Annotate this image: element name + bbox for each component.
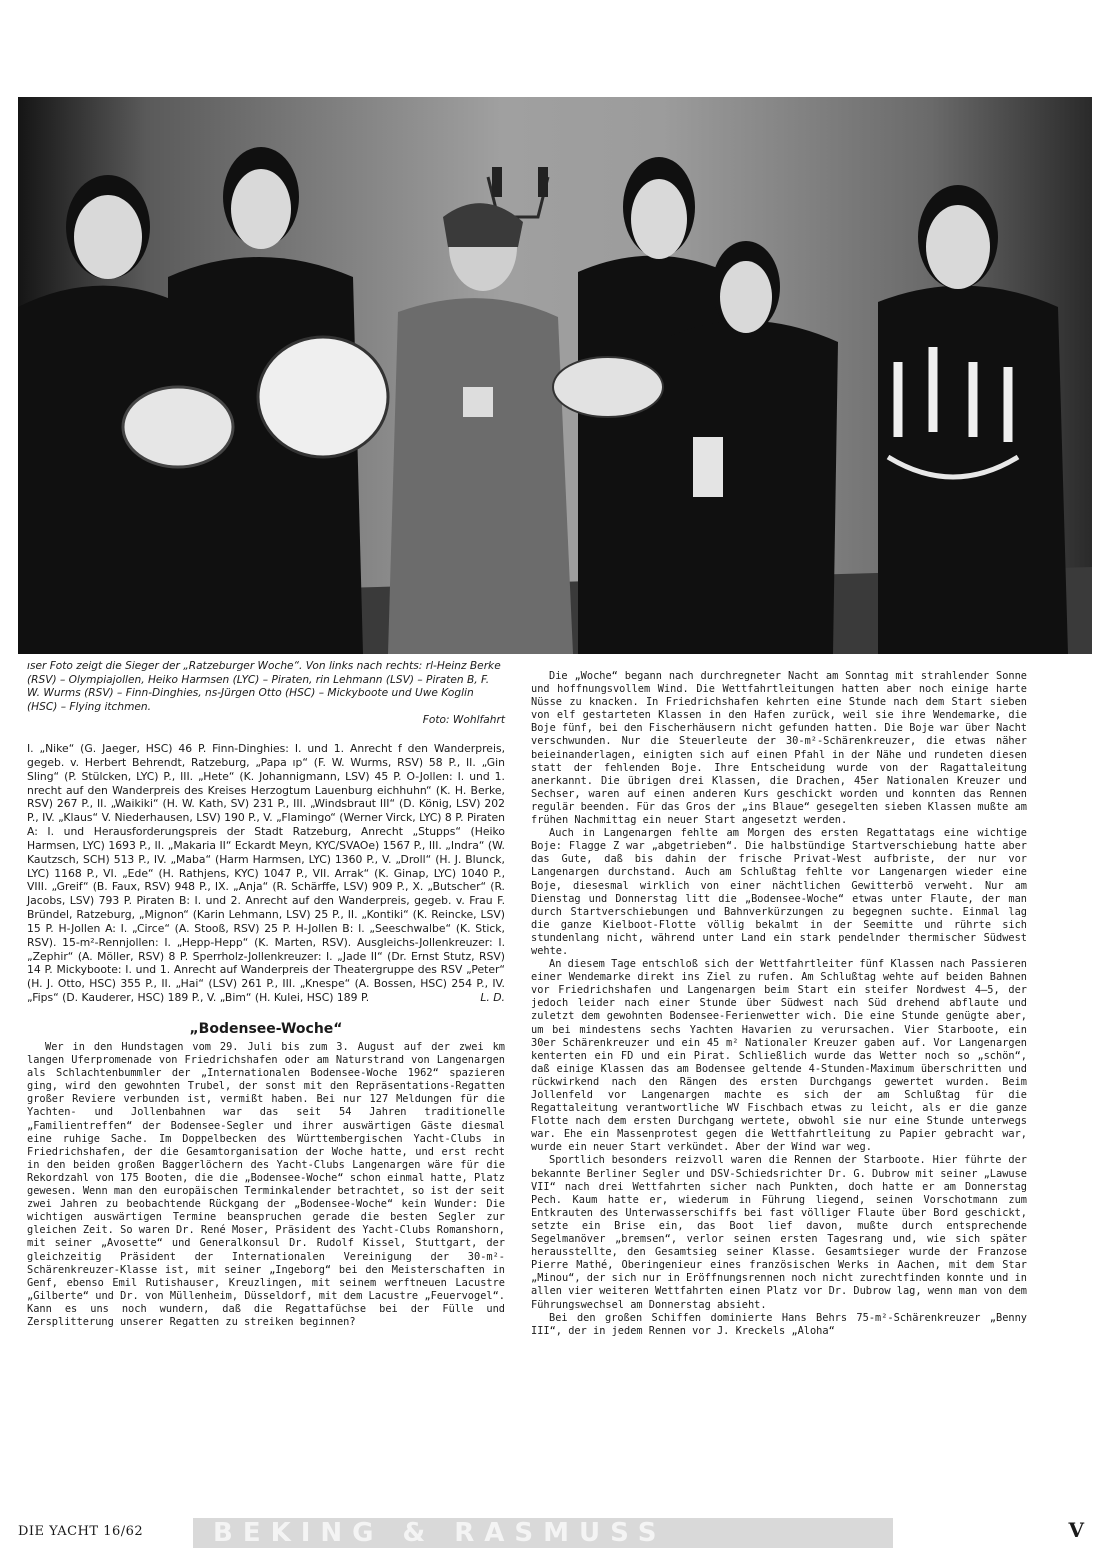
magazine-issue-label: DIE YACHT 16/62 bbox=[18, 1524, 144, 1539]
right-paragraph-4: Sportlich besonders reizvoll waren die Rennen der Starboote. Hier führte der bekannte Berliner Segler und DSV-Schiedsrichter Dr. G. Dubrow mit seiner „Lawuse VII“ nach drei Wettfahrten sicher nach Punkten, doch hatte er am Donnerstag Pech. Kaum hatte er, wiederum in Führung liegend, seinen Vorschotmann zum Entkrauten des Unterwasserschiffs bei fast völliger Flaute über Bord geschickt, setzte ein Brise ein, das Boot lief davon, mußte durch entsprechende Segelmanöver „bremsen“, verlor seinen ersten Tagesrang und, wie sich später herausstellte, den Gesamtsieg seiner Klasse. Gesamtsieger wurde der Franzose Pierre Mathé, Oberingenieur eines französischen Werks in Aachen, mit dem Star „Minou“, der sich nur in Eröffnungsrennen noch nicht zurechtfinden konnte und in allen vier weiteren Wettfahrten einen Platz vor Dr. Dubrow lag, wenn man von dem Führungswechsel am Donnerstag absieht. bbox=[531, 1154, 1027, 1311]
footer-watermark: BEKING & RASMUSS bbox=[193, 1518, 893, 1548]
right-column bbox=[531, 670, 1027, 1338]
caption-text: ıser Foto zeigt die Sieger der „Ratzeburger Woche“. Von links nach rechts: rl-Heinz Berke (RSV) – Olympiajollen, Heiko Harmsen (LYC) – Piraten, rin Lehmann (LSV) – Piraten B, F. W. Wurms (RSV) – Finn-Dinghies, ns-Jürgen Otto (HSC) – Mickyboote und Uwe Koglin (HSC) – Flying itchmen. bbox=[27, 660, 501, 713]
left-column bbox=[27, 660, 505, 1329]
right-paragraph-2: Auch in Langenargen fehlte am Morgen des ersten Regattatags eine wichtige Boje: Flagge Z war „abgetrieben“. Die halbstündige Startverschiebung hatte aber das Gute, daß bis dahin der frische Privat-West aufbriste, der nur vor Langenargen durchstand. Auch am Schlußtag fehlte vor Langenargen wieder eine Boje, diesesmal wirklich von einer nächtlichen Gewitterbö verweht. Nur am Dienstag und Donnerstag litt die „Bodensee-Woche“ etwas unter Flaute, der man durch Startverschiebungen und Bahnverkürzungen zu begegnen suchte. Einmal lag die ganze Kielboot-Flotte völlig bekalmt in der Seemitte und rührte sich stundenlang nicht, während unter Land ein stark pendelnder thermischer Südwest wehte. bbox=[531, 827, 1027, 957]
results-text: I. „Nike“ (G. Jaeger, HSC) 46 P. Finn-Dinghies: I. und 1. Anrecht f den Wanderpreis, gegeb. v. Herbert Behrendt, Ratzeburg, „Papa ıp“ (F. W. Wurms, RSV) 58 P., II. „Gin Sling“ (P. Stülcken, LYC) P., III. „Hete“ (K. Johannigmann, LSV) 45 P. O-Jollen: I. und 1. nrecht auf den Wanderpreis des Kreises Herzogtum Lauenburg eichhuhn“ (K. H. Berke, RSV) 267 P., II. „Waikiki“ (H. W. Kath, SV) 231 P., III. „Windsbraut III“ (D. König, LSV) 202 P., IV. „Klaus“ V. Niederhausen, LSV) 190 P., V. „Flamingo“ (Werner Virck, LYC) 8 P. Piraten A: I. und Herausforderungspreis der Stadt Ratzeburg, Anrecht „Stupps“ (Heiko Harmsen, LYC) 1693 P., II. „Makaria II“ Eckardt Meyn, KYC/SVAOe) 1567 P., III. „Indra“ (W. Kautzsch, SCH) 513 P., IV. „Maba“ (Harm Harmsen, LYC) 1360 P., V. „Droll“ (H. J. Blunck, LYC) 1168 P., VI. „Ede“ (H. Rathjens, KYC) 1047 P., VII. Arrak“ (K. Ginap, LYC) 1040 P., VIII. „Greif“ (B. Faux, RSV) 948 P., IX. „Anja“ (R. Schärffe, LSV) 909 P., X. „Butscher“ (R. Jacobs, LSV) 793 P. Piraten B: I. und 2. Anrecht auf den Wanderpreis, gegeb. v. Frau F. Bründel, Ratzeburg, „Mignon“ (Karin Lehmann, LSV) 25 P., II. „Kontiki“ (K. Reincke, LSV) 15 P. H-Jollen A: I. „Circe“ (A. Stooß, RSV) 25 P. H-Jollen B: I. „Seeschwalbe“ (K. Stick, RSV). 15-m²-Rennjollen: I. „Hepp-Hepp“ (K. Marten, RSV). Ausgleichs-Jollenkreuzer: I. „Zephir“ (A. Möller, RSV) 8 P. Sperrholz-Jollenkreuzer: I. „Jade II“ (Dr. Ernst Stutz, RSV) 14 P. Mickyboote: I. und 1. Anrecht auf Wanderpreis der Theatergruppe des RSV „Peter“ (H. J. Otto, HSC) 355 P., II. „Hai“ (LSV) 261 P., III. „Knespe“ (A. Bossen, HSC) 254 P., IV. „Fips“ (D. Kauderer, HSC) 189 P., V. „Bim“ (H. Kulei, HSC) 189 P. bbox=[27, 741, 505, 1005]
right-paragraph-5: Bei den großen Schiffen dominierte Hans Behrs 75-m²-Schärenkreuzer „Benny III“, der in jedem Rennen vor J. Kreckels „Aloha“ bbox=[531, 1311, 1027, 1337]
page-footer bbox=[18, 1518, 1092, 1548]
winners-photo bbox=[18, 97, 1092, 654]
photo-credit: Foto: Wohlfahrt bbox=[422, 714, 505, 727]
photo-caption bbox=[27, 660, 505, 728]
right-paragraph-1: Die „Woche“ begann nach durchregneter Nacht am Sonntag mit strahlender Sonne und hoffnungsvollem Wind. Die Wettfahrtleitungen hatten aber noch einige harte Nüsse zu knacken. In Friedrichshafen kehrten eine Stunde nach dem Start sieben von elf gestarteten Klassen in den Hafen zurück, weil sie ihre Wendemarke, die Boje fünf, bei den Fischerhäusern nicht gefunden hatten. Die Boje war über Nacht verschwunden. Nur die Steuerleute der 30-m²-Schärenkreuzer, die etwas näher beieinanderlagen, einigten sich auf einen Pfahl in der Nähe und rundeten diesen statt der fehlenden Boje. Ihre Entscheidung wurde von der Ragattaleitung anerkannt. Die übrigen drei Klassen, die Drachen, 45er Nationalen Kreuzer und Sechser, waren auf einen anderen Kurs geschickt worden und konnten das Rennen regulär beenden. Für das Gros der „ins Blaue“ gesegelten sieben Klassen mußte am frühen Nachmittag ein neuer Start angesetzt werden. bbox=[531, 670, 1027, 827]
winners-photo-illustration bbox=[18, 97, 1092, 654]
right-paragraph-3: An diesem Tage entschloß sich der Wettfahrtleiter fünf Klassen nach Passieren einer Wendemarke direkt ins Ziel zu rufen. Am Schlußtag wehte auf beiden Bahnen vor Friedrichshafen und Langenargen beim Start ein steifer Nordwest 4—5, der jedoch leider nach einer Stunde über Südwest nach Süd drehend abflaute und zuletzt dem gewohnten Bodensee-Ferienwetter wich. Die eine Stunde genügte aber, um bei mindestens sechs Yachten Havarien zu verursachen. Vier Starboote, ein 30er Schärenkreuzer und ein 45 m² Nationaler Kreuzer gaben auf. Vor Langenargen kenterten ein FD und ein Pirat. Schließlich wurde das Wetter noch so „schön“, daß einige Klassen das am Bodensee geltende 4-Stunden-Maximum überschritten und rückwirkend nach den Rängen des ersten Durchgangs gewertet wurden. Beim Jollenfeld vor Langenargen machte es sich der am Schlußtag für die Regattaleitung verantwortliche WV Fischbach etwas zu leicht, als er die ganze Flotte nach dem ersten Durchgang wertete, obwohl sie nur eine Stunde unterwegs war. Ehe ein Massenprotest gegen die Wettfahrtleitung zu Papier gebracht war, wurde ein neuer Start verkündet. Aber der Wind war weg. bbox=[531, 958, 1027, 1154]
left-body-paragraph: Wer in den Hundstagen vom 29. Juli bis zum 3. August auf der zwei km langen Uferpromenade von Friedrichshafen oder am Naturstrand von Langenargen als Schlachtenbummler der „Internationalen Bodensee-Woche 1962“ spazieren ging, wird den gewohnten Trubel, der sonst mit den Repräsentations-Regatten großer Reviere verbunden ist, vermißt haben. Bei nur 127 Meldungen für die Yachten- und Jollenbahnen war das seit 54 Jahren traditionelle „Familientreffen“ der Bodensee-Segler und ihrer auswärtigen Gäste diesmal eine ruhige Sache. Im Doppelbecken des Württembergischen Yacht-Clubs in Friedrichshafen, der die Gesamtorganisation der Woche hatte, und erst recht in den beiden großen Baggerlöchern des Yacht-Clubs Langenargen wäre für die Rekordzahl von 175 Booten, die die „Bodensee-Woche“ schon einmal hatte, Platz gewesen. Wenn man den europäischen Terminkalender betrachtet, so ist der seit zwei Jahren zu beobachtende Rückgang der „Bodensee-Woche“ kein Wunder: Die wichtigen auswärtigen Termine beanspruchen gerade die besten Segler zur gleichen Zeit. So waren Dr. René Moser, Präsident des Yacht-Clubs Romanshorn, mit seiner „Avosette“ und Generalkonsul Dr. Rudolf Kissel, Stuttgart, der gleichzeitig Präsident der Internationalen Vereinigung der 30-m²-Schärenkreuzer-Klasse ist, mit seiner „Ingeborg“ bei den Meisterschaften in Genf, ebenso Emil Rutishauser, Kreuzlingen, mit seinem werftneuen Lacustre „Gilberte“ und Dr. von Müllenheim, Düsseldorf, mit dem Lacustre „Feuervogel“. Kann es uns noch wundern, daß die Regattafüchse bei der Fülle und Zersplitterung unserer Regatten zu streiken beginnen? bbox=[27, 1041, 505, 1328]
page-number: V bbox=[1068, 1518, 1084, 1542]
section-title: „Bodensee-Woche“ bbox=[189, 1021, 343, 1037]
regatta-results bbox=[27, 742, 505, 1005]
results-signature: L. D. bbox=[480, 991, 505, 1005]
